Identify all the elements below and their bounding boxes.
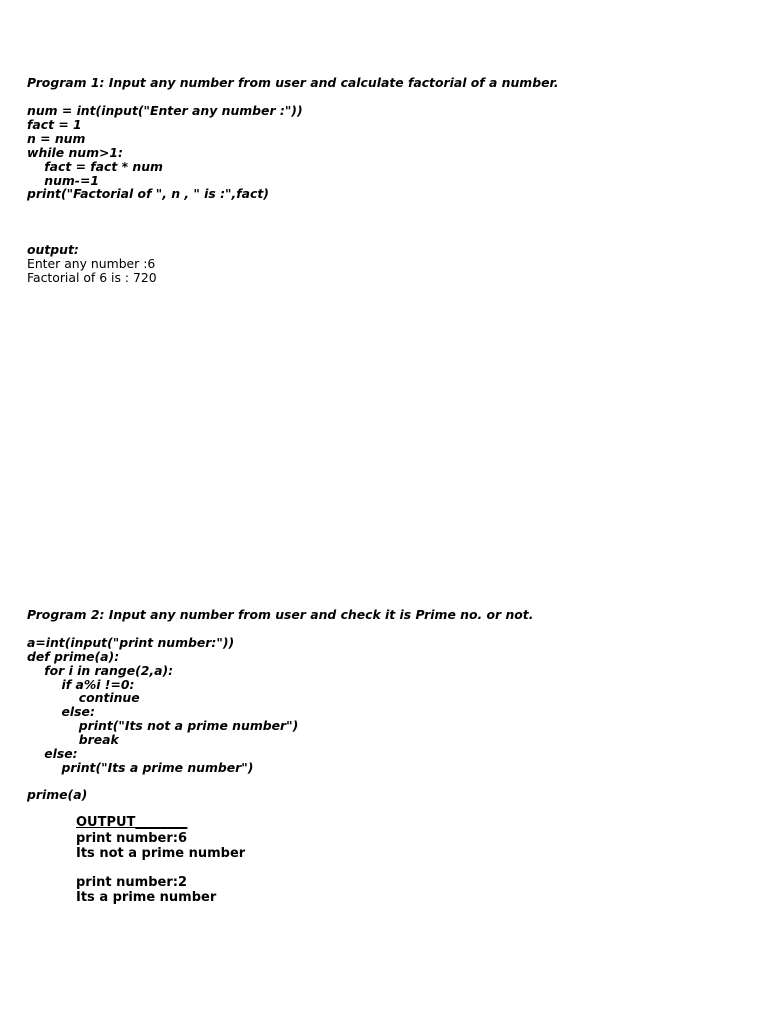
program1-title: Program 1: Input any number from user and calculate factorial of a number. <box>27 75 559 90</box>
program2-output-label: OUTPUT________ <box>76 815 188 830</box>
program2-code-line: print("Its a prime number") <box>27 760 254 775</box>
program1-output-line: Factorial of 6 is : 720 <box>27 270 157 285</box>
program2-code-line: else: <box>27 746 78 761</box>
program1-code-line: fact = fact * num <box>27 159 163 174</box>
program2-code-line: a=int(input("print number:")) <box>27 635 235 650</box>
program2-code-line: else: <box>27 704 95 719</box>
program2-title: Program 2: Input any number from user and check it is Prime no. or not. <box>27 607 534 622</box>
program2-code-line: continue <box>27 690 140 705</box>
program2-code-line: break <box>27 732 119 747</box>
program2-output-line: Its not a prime number <box>76 846 246 861</box>
program2-code-line: print("Its not a prime number") <box>27 718 299 733</box>
program2-code-line: prime(a) <box>27 787 88 802</box>
program1-code-line: num = int(input("Enter any number :")) <box>27 103 303 118</box>
program1-code-line: fact = 1 <box>27 117 82 132</box>
program2-output-line: print number:6 <box>76 831 188 846</box>
program1-code-line: num-=1 <box>27 173 99 188</box>
program1-output-line: Enter any number :6 <box>27 256 156 271</box>
program2-code-line: for i in range(2,a): <box>27 663 174 678</box>
program2-code-line: if a%i !=0: <box>27 677 135 692</box>
program1-code-line: while num>1: <box>27 145 123 160</box>
program1-code-line: print("Factorial of ", n , " is :",fact) <box>27 186 269 201</box>
program2-code-line: def prime(a): <box>27 649 120 664</box>
program1-code-line: n = num <box>27 131 86 146</box>
program2-output-line: print number:2 <box>76 875 188 890</box>
program2-output-line: Its a prime number <box>76 890 217 905</box>
program1-output-label: output: <box>27 242 79 257</box>
